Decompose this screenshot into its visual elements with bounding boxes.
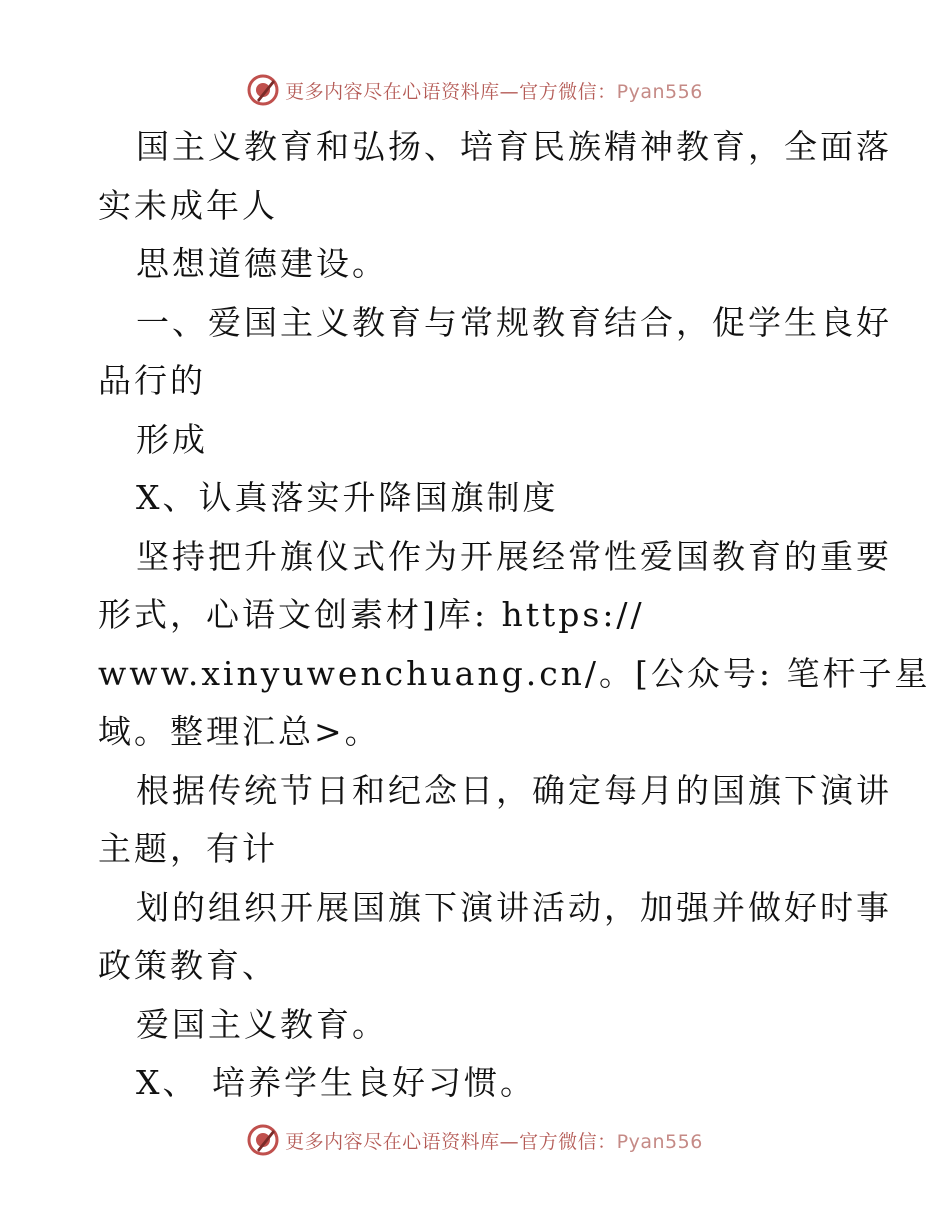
document-body — [98, 118, 931, 1113]
text-line: 域。整理汇总>。 — [98, 712, 381, 751]
text-line: 形成 — [136, 419, 208, 459]
footer-wechat-id: Pyan556 — [616, 1130, 703, 1153]
text-line: www.xinyuwenchuang.cn/。[公众号: 笔杆子星 — [98, 653, 931, 693]
text-line: 国主义教育和弘扬、培育民族精神教育，全面落 — [136, 127, 892, 166]
pen-logo-icon — [247, 1124, 279, 1156]
text-line: 实未成年人 — [98, 185, 278, 225]
section-heading: 一、爱国主义教育与常规教育结合，促学生良好 — [136, 302, 892, 342]
header-banner — [0, 70, 950, 110]
subsection-heading: X、 培养学生良好习惯。 — [136, 1063, 536, 1102]
header-wechat-id: Pyan556 — [616, 80, 703, 103]
footer-banner-text: 更多内容尽在心语资料库—官方微信： — [285, 1130, 617, 1153]
footer-banner — [0, 1120, 950, 1160]
text-line: 政策教育、 — [98, 946, 278, 985]
text-line: 思想道德建设。 — [136, 244, 388, 283]
text-line: 坚持把升旗仪式作为开展经常性爱国教育的重要 — [136, 536, 892, 576]
pen-logo-icon — [247, 74, 279, 106]
text-line: 根据传统节日和纪念日，确定每月的国旗下演讲 — [136, 770, 892, 810]
text-line: 主题，有计 — [98, 829, 278, 868]
text-line: 形式，心语文创素材]库: https:// — [98, 595, 645, 634]
text-line: 品行的 — [98, 361, 206, 400]
header-banner-text: 更多内容尽在心语资料库—官方微信： — [285, 80, 617, 103]
text-line: 划的组织开展国旗下演讲活动，加强并做好时事 — [136, 887, 892, 927]
text-line: 爱国主义教育。 — [136, 1004, 388, 1044]
subsection-heading: X、认真落实升降国旗制度 — [136, 478, 559, 517]
